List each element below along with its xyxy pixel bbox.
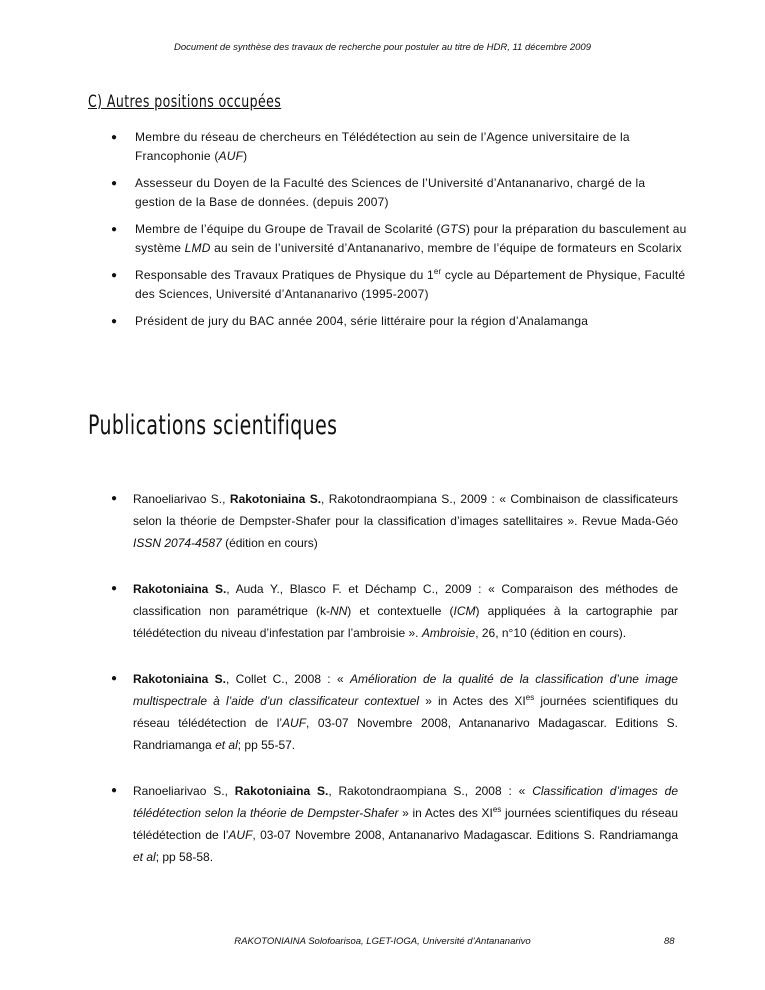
publication-item: ● Rakotoniaina S., Auda Y., Blasco F. et Déchamp C., 2009 : « Comparaison des méthodes de classification non paramétrique (k-NN) et contextuelle (ICM) appliquées à la cartographie par télédétection du niveau d’infestation par l’ambroisie ». Ambroisie, 26, n°10 (édition en cours).: [108, 578, 678, 644]
bullet-icon: ●: [111, 673, 118, 684]
superscript: es: [492, 805, 502, 814]
bullet-icon: ●: [111, 493, 118, 504]
bullet-icon: ●: [111, 270, 118, 281]
highlighted-author: Rakotoniaina S.: [234, 784, 329, 798]
position-item: ● Président de jury du BAC année 2004, série littéraire pour la région d’Analamanga: [108, 312, 688, 331]
publication-item: ● Ranoeliarivao S., Rakotoniaina S., Rakotondraompiana S., 2008 : « Classification d’images de télédétection selon la théorie de Dempster-Shafer » in Actes des $XI^{es}$ journées scientifiques du réseau télédétection de l’AUF, 03-07 Novembre 2008, Antananarivo Madagascar. Editions S. Randriamanga et al; pp 58-58.: [108, 780, 678, 868]
page-number: 88: [664, 936, 675, 947]
acronym: NN: [329, 604, 348, 618]
issn-label: ISSN: [133, 536, 162, 550]
publication-item: ● Ranoeliarivao S., Rakotoniaina S., Rakotondraompiana S., 2009 : « Combinaison de classificateurs selon la théorie de Dempster-Shafer pour la classification d’images satellitaires ». Revue Mada-Géo ISSN 2074-4587 (édition en cours): [108, 488, 678, 554]
acronym: AUF: [218, 149, 244, 163]
journal-name: Ambroisie: [421, 626, 476, 640]
acronym: GTS: [440, 222, 466, 236]
et-al: et al: [215, 738, 238, 752]
highlighted-author: Rakotoniaina S.: [229, 492, 322, 506]
highlighted-author: Rakotoniaina S.: [133, 672, 226, 686]
superscript: er: [433, 267, 442, 276]
acronym: ICM: [453, 604, 476, 618]
acronym: AUF: [282, 716, 307, 730]
acronym: LMD: [184, 241, 211, 255]
position-item: ● Membre de l’équipe du Groupe de Travail de Scolarité (GTS) pour la préparation du basculement au système LMD au sein de l’université d’Antananarivo, membre de l’équipe de formateurs en Scolarix: [111, 222, 687, 255]
other-positions-heading: C) Autres positions occupées: [88, 92, 282, 112]
page-footer: RAKOTONIAINA Solofoarisoa, LGET-IOGA, Université d’Antananarivo: [234, 936, 531, 947]
bullet-icon: ●: [111, 132, 118, 143]
publications-heading: Publications scientifiques: [88, 410, 338, 441]
bullet-icon: ●: [111, 178, 118, 189]
acronym: AUF: [228, 828, 253, 842]
position-item: ● Responsable des Travaux Pratiques de Physique du 1er cycle au Département de Physique, Faculté des Sciences, Université d’Antananarivo (1995-2007): [111, 267, 686, 301]
positions-list: [108, 128, 688, 339]
position-item: ● Assesseur du Doyen de la Faculté des Sciences de l’Université d’Antananarivo, chargé de la gestion de la Base de données. (depuis 2007): [111, 176, 646, 209]
publications-list: [108, 488, 678, 892]
superscript: es: [525, 693, 535, 702]
position-item: ● Membre du réseau de chercheurs en Télédétection au sein de l’Agence universitaire de la Francophonie (AUF): [111, 130, 630, 163]
bullet-icon: ●: [111, 785, 118, 796]
publication-title: Classification d’images de télédétection selon la théorie de Dempster-Shafer: [133, 784, 678, 820]
bullet-icon: ●: [111, 316, 118, 327]
bullet-icon: ●: [111, 224, 118, 235]
issn-number: 2074-4587: [161, 536, 222, 550]
highlighted-author: Rakotoniaina S.: [133, 582, 227, 596]
et-al: et al: [133, 850, 156, 864]
publication-item: ● Rakotoniaina S., Collet C., 2008 : « Amélioration de la qualité de la classification d’une image multispectrale à l’aide d’un classificateur contextuel » in Actes des $XI^{es}$ journées scientifiques du réseau télédétection de l’AUF, 03-07 Novembre 2008, Antananarivo Madagascar. Editions S. Randriamanga et al; pp 55-57.: [108, 668, 678, 756]
publication-title: Amélioration de la qualité de la classification d’une image multispectrale à l’aide d’un classificateur contextuel: [133, 672, 678, 708]
bullet-icon: ●: [111, 583, 118, 594]
page-header: Document de synthèse des travaux de recherche pour postuler au titre de HDR, 11 décembre 2009: [173, 42, 591, 53]
